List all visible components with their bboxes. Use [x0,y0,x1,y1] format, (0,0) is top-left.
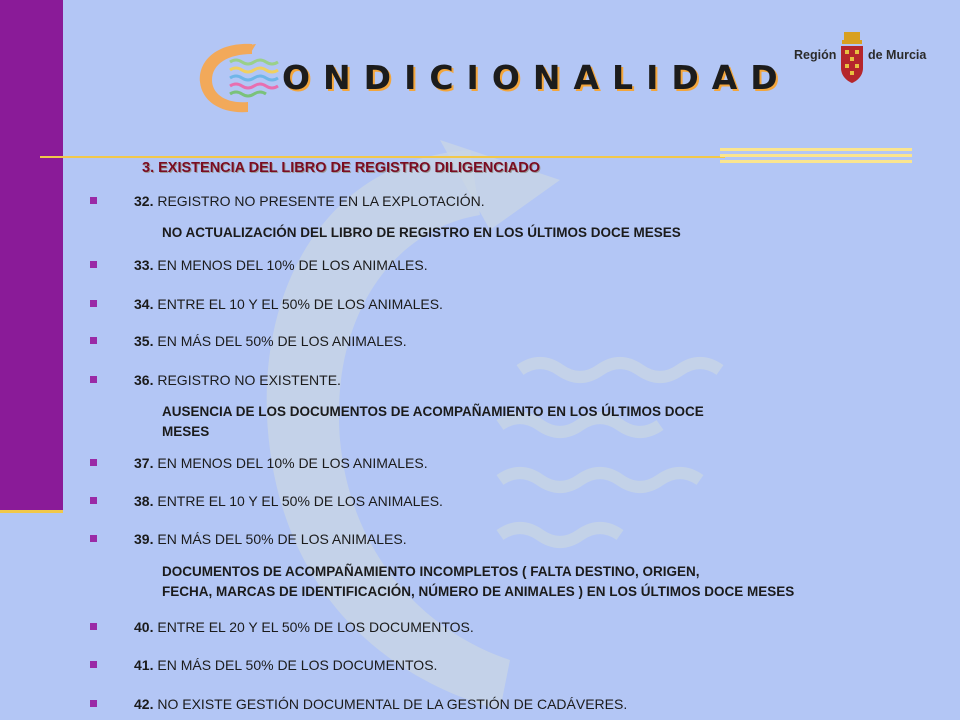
bullet-icon [90,337,97,344]
bullet-icon [90,623,97,630]
list-item-39 [134,531,407,547]
subheading-line: MESES [162,424,210,439]
section-title: 3. EXISTENCIA DEL LIBRO DE REGISTRO DILIGENCIADO [142,160,540,176]
item-text: ENTRE EL 20 Y EL 50% DE LOS DOCUMENTOS. [157,619,474,635]
item-number: 36. [134,372,154,388]
item-number: 32. [134,193,154,209]
list-item-37 [134,455,428,471]
item-text: EN MENOS DEL 10% DE LOS ANIMALES. [157,257,428,273]
subheading-line: AUSENCIA DE LOS DOCUMENTOS DE ACOMPAÑAMIENTO EN LOS ÚLTIMOS DOCE [162,404,704,419]
subheading-ausencia [162,402,704,442]
list-item-40 [134,619,474,635]
item-text: EN MENOS DEL 10% DE LOS ANIMALES. [157,455,428,471]
item-text: REGISTRO NO EXISTENTE. [157,372,341,388]
bullet-icon [90,700,97,707]
list-item-41 [134,657,437,673]
item-text: ENTRE EL 10 Y EL 50% DE LOS ANIMALES. [157,493,443,509]
list-item-34 [134,296,443,312]
item-number: 42. [134,696,154,712]
logo-wordmark: ONDICIONALIDAD [282,58,791,97]
subheading-incompletos [162,562,794,602]
item-number: 40. [134,619,154,635]
item-text: NO EXISTE GESTIÓN DOCUMENTAL DE LA GESTIÓN DE CADÁVERES. [157,696,628,712]
list-item-42 [134,696,627,712]
bullet-icon [90,197,97,204]
list-item-36 [134,372,341,388]
item-text: EN MÁS DEL 50% DE LOS DOCUMENTOS. [157,657,438,673]
bullet-icon [90,661,97,668]
item-number: 41. [134,657,154,673]
subheading-line: FECHA, MARCAS DE IDENTIFICACIÓN, NÚMERO DE ANIMALES ) EN LOS ÚLTIMOS DOCE MESES [162,584,795,599]
bullet-icon [90,376,97,383]
list-item-38 [134,493,443,509]
item-text: EN MÁS DEL 50% DE LOS ANIMALES. [157,531,407,547]
bullet-icon [90,497,97,504]
bullet-icon [90,459,97,466]
list-item-35 [134,333,407,349]
subheading-line: DOCUMENTOS DE ACOMPAÑAMIENTO INCOMPLETOS ( FALTA DESTINO, ORIGEN, [162,564,700,579]
item-number: 35. [134,333,154,349]
item-number: 34. [134,296,154,312]
item-text: EN MÁS DEL 50% DE LOS ANIMALES. [157,333,407,349]
list-item-33 [134,257,428,273]
list-item-32 [134,193,485,209]
item-number: 37. [134,455,154,471]
subheading-no-actualizacion: NO ACTUALIZACIÓN DEL LIBRO DE REGISTRO EN LOS ÚLTIMOS DOCE MESES [162,225,681,240]
region-word-right: de Murcia [868,48,927,62]
item-text: ENTRE EL 10 Y EL 50% DE LOS ANIMALES. [157,296,443,312]
region-word-left: Región [794,48,837,62]
item-text: REGISTRO NO PRESENTE EN LA EXPLOTACIÓN. [157,193,485,209]
bullet-icon [90,261,97,268]
item-number: 39. [134,531,154,547]
bullet-icon [90,300,97,307]
item-number: 33. [134,257,154,273]
item-number: 38. [134,493,154,509]
bullet-icon [90,535,97,542]
